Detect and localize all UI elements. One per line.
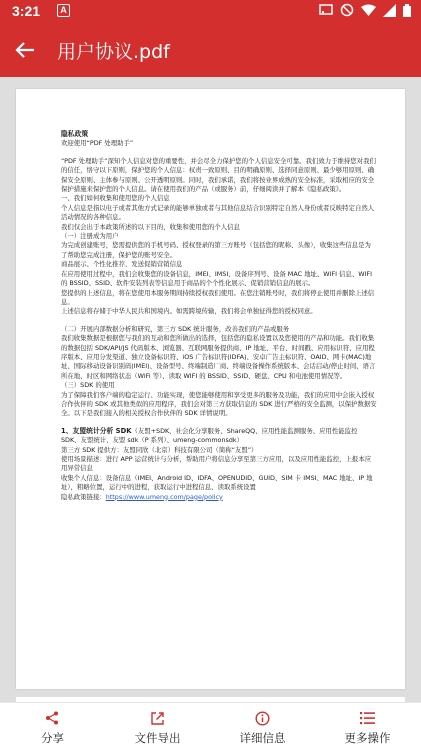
doc-paragraph: 您提供的上述信息，将在您使用本服务期间持续授权我们使用。在您注销账号时，我们将停止使用并删除上述信息。	[61, 288, 375, 306]
status-icons	[319, 3, 411, 17]
battery-icon	[403, 4, 411, 17]
sdk-provider: 第三方 SDK 提供方：友盟同欣（北京）科技有限公司（简称“友盟”）	[61, 445, 258, 454]
details-button[interactable]	[210, 703, 315, 749]
doc-paragraph: 为了保障我们客户端的稳定运行、功能实现，使您能够使用和享受更多的服务及功能，我们的应用中会嵌入授权合作伙伴的 SDK 或其他类似的应用程序，我们会对第三方获取信息的 SDK 进行严格的安全监测，以保护数据安全。以下是我们接入的相关授权合作伙伴的 SDK 详情说明。	[61, 390, 377, 418]
doc-section-title: 一、我们如何收集和使用您的个人信息	[61, 194, 170, 203]
doc-paragraph: 我们仅会出于本政策所述的以下目的，收集和使用您的个人信息	[61, 222, 240, 231]
app-bar	[0, 22, 421, 77]
doc-subsection-title: 商品展示、个性化推荐、发送促销营销信息	[61, 260, 183, 269]
more-actions-label: 更多操作	[344, 731, 391, 745]
pdf-viewer[interactable]	[0, 77, 421, 702]
doc-paragraph: “PDF 处理助手”深知个人信息对您的重要性，并会尽全力保护您的个人信息安全可靠。我们致力于维持您对我们的信任，恪守以下原则，保护您的个人信息：权责一致原则、目的明确原则、选择同意原则、最少够用原则、确保安全原则、主体参与原则、公开透明原则。同时，我们承诺，我们将按业界成熟的安全标准，采取相应的安全保护措施来保护您的个人信息。请在使用我们的产品（或服务）前，仔细阅读并了解本《隐私政策》。	[61, 156, 376, 194]
share-label: 分享	[41, 731, 64, 745]
sdk-purpose: 使用场景描述：进行 APP 运营统计与分析，帮助用户将信息分享至第三方应用，以及应用性能监控，上报本应用异常信息	[61, 455, 372, 473]
info-icon	[255, 711, 270, 726]
notification-icon: A	[57, 4, 70, 17]
bottom-action-bar	[0, 702, 421, 749]
doc-heading: 隐私政策	[61, 130, 89, 138]
page-title: 用户协议.pdf	[57, 41, 170, 63]
do-not-disturb-icon	[340, 3, 354, 17]
policy-link[interactable]: https://www.umeng.com/page/policy	[105, 492, 223, 501]
policy-link-row	[61, 493, 377, 502]
status-time: 3:21	[12, 3, 41, 19]
share-icon	[45, 711, 59, 725]
doc-paragraph: 为完成创建账号，您需提供您的手机号码、授权登录的第三方账号（包括您的昵称、头像），收集这些信息是为了帮助您完成注册，保护您的账号安全。	[61, 241, 371, 259]
more-list-icon	[360, 711, 375, 725]
doc-paragraph: 我们收集数据是根据您与我们的互动和您所做出的选择，包括您的隐私设置以及您使用的产品和功能。我们收集的数据包括 SDK/API/JS 代码版本、浏览器、互联网服务提供商、IP 地址、平台、时间戳、应用标识符、应用程序版本、应用分发渠道、独立设备标识符、iOS 广告标识符(IDFA)、安卓广告主标识符、OAID、网卡(MAC)地址、国际移动设备识别码(IMEI)、设备型号、终端制造厂商、终端设备操作系统版本、会话启动/停止时间、语言所在地、时区和网络状态（WiFi 等）、读取 WIFI 的 BSSID、SSID、硬盘、CPU 和电池使用情况等。	[61, 334, 376, 380]
pdf-page	[16, 89, 405, 689]
doc-subsection-title: （三）SDK 的使用	[61, 381, 115, 390]
share-button[interactable]	[0, 703, 105, 749]
sdk-entry	[61, 427, 377, 446]
doc-paragraph: 在应用使用过程中，我们会收集您的设备信息，IMEI、IMSI、设备序列号、设备 MAC 地址、WIFI 信息、WIFI 的 BSSID、SSID、软件安装列表等信息用于商品的个个性化展示、促销营销信息的展示。	[61, 269, 372, 288]
document-body	[61, 130, 377, 502]
export-icon	[150, 711, 165, 726]
sdk-title-rest: （友盟+SDK、社会化分享服务、ShareQQ、应用性能监测服务、应用性能监控 SDK、友盟统计、友盟 sdk（P 系列）、umeng-commonsdk）	[61, 426, 358, 445]
policy-link-label: 隐私政策链接：	[61, 492, 106, 501]
details-label: 详细信息	[239, 731, 286, 745]
sdk-title: 1、友盟统计分析 SDK	[61, 426, 132, 435]
doc-paragraph: 个人信息是指以电子或者其他方式记录的能够单独或者与其他信息结合识别特定自然人身份或者反映特定自然人活动情况的各种信息。	[61, 203, 375, 222]
wifi-icon	[361, 4, 376, 17]
arrow-left-icon[interactable]	[12, 36, 40, 64]
doc-paragraph: 上述信息将存储于中华人民共和国境内。如需跨境传输，我们将会单独征得您的授权同意。	[61, 307, 317, 316]
export-label: 文件导出	[134, 731, 181, 745]
doc-welcome: 欢迎使用“PDF 处理助手”	[61, 139, 134, 148]
status-bar	[0, 0, 421, 22]
doc-subsection-title: （一）注册成为用户	[61, 232, 119, 241]
more-actions-button[interactable]	[315, 703, 420, 749]
cast-icon	[319, 3, 333, 17]
signal-icon	[383, 4, 396, 17]
export-button[interactable]	[105, 703, 210, 749]
doc-section-title: （二）开展内部数据分析和研究，第三方 SDK 统计服务，改善我们的产品或服务	[61, 324, 290, 333]
sdk-collect: 收集个人信息：设备信息（IMEI、Android ID、IDFA、OPENUDID、GUID、SIM 卡 IMSI、MAC 地址、IP 地址），粗略位置，运行中的进程，获取运行中进程信息、读取系统设置	[61, 473, 373, 492]
